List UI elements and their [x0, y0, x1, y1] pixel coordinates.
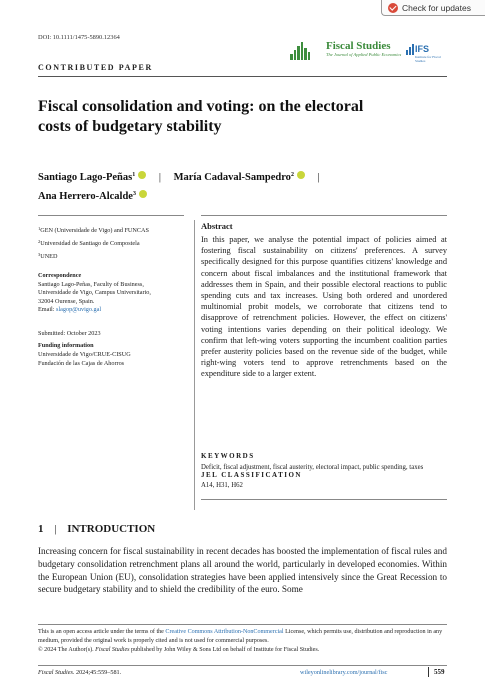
introduction-text: Increasing concern for fiscal sustainability in recent decades has boosted the implementation of fiscal rules and budgetary consolidation retrenchment plans all around the world, particularly in developed economies. Within the European Union (EU), consolidation strategies have been applied intensively since the Great Recession to secure budgetary stability and to shield the credibility of the euro. Some: [38, 546, 447, 595]
affiliation: $^1$GEN (Universidade de Vigo) and FUNCAS: [38, 226, 149, 234]
jel-classification-heading: JEL CLASSIFICATION: [201, 471, 302, 479]
correspondence-heading: Correspondence: [38, 272, 82, 279]
footer-separator: [428, 667, 429, 677]
license-notice: This is an open access article under the terms of the Creative Commons Attribution-NonCommercial License, which permits use, distribution and reproduction in any medium, provided the original work is properly cited and is not used for commercial purposes. © 2024 The Author(s). Fiscal Studies published by John Wiley & Sons Ltd on behalf of Institute for Fiscal Studies.: [38, 629, 443, 653]
orcid-icon[interactable]: [138, 171, 146, 179]
journal-logo: [290, 40, 450, 64]
journal-name: Fiscal Studies: [326, 40, 391, 52]
affiliation: $^3$UNED: [38, 252, 58, 260]
author-separator: |: [317, 172, 320, 183]
jel-codes: A14, H31, H62: [201, 482, 243, 489]
divider: [38, 665, 447, 666]
title-line-1: Fiscal consolidation and voting: on the electoral: [38, 98, 364, 115]
section-heading: [38, 523, 155, 535]
keywords-text: Deficit, fiscal adjustment, fiscal austerity, electoral impact, public spending, taxes: [201, 464, 424, 471]
publisher-abbrev: IFS: [415, 44, 430, 54]
section-title: INTRODUCTION: [67, 523, 156, 535]
section-separator: |: [54, 523, 57, 535]
keywords-heading: KEYWORDS: [201, 452, 255, 460]
submitted-date: Submitted: October 2023: [38, 330, 101, 337]
email-link[interactable]: slagop@uvigo.gal: [56, 306, 102, 313]
footer-citation: Fiscal Studies. 2024;45:559–581.: [38, 669, 122, 676]
author-name[interactable]: María Cadaval-Sampedro: [173, 172, 291, 183]
author-name[interactable]: Ana Herrero-Alcalde: [38, 191, 133, 202]
funding-information: Funding information Universidade de Vigo/CRUE-CISUG Fundación de las Cajas de Ahorros: [38, 342, 131, 367]
license-link[interactable]: Creative Commons Attribution-NonCommercial: [165, 629, 284, 635]
article-title: [38, 97, 458, 136]
check-for-updates-button[interactable]: [381, 0, 485, 16]
correspondence: Correspondence Santiago Lago-Peñas, Faculty of Business, Universidade de Vigo, Campus Universitario, 32004 Ourense, Spain. Email: slagop@uvigo.gal: [38, 272, 151, 313]
funding-heading: Funding information: [38, 342, 94, 349]
journal-tagline: The Journal of Applied Public Economics: [326, 52, 402, 57]
abstract-heading: Abstract: [201, 221, 233, 231]
check-icon: [388, 3, 398, 13]
affiliation: $^2$Universidad de Santiago de Compostela: [38, 239, 140, 247]
author-affiliation-marker: 3: [132, 191, 136, 197]
section-number: 1: [38, 523, 44, 535]
footer-url-link[interactable]: wileyonlinelibrary.com/journal/fisc: [300, 669, 388, 676]
divider: [201, 215, 447, 216]
fiscal-studies-logo-icon: [290, 42, 310, 60]
divider: [38, 624, 447, 625]
title-line-2: costs of budgetary stability: [38, 117, 222, 135]
ifs-logo-icon: [406, 43, 414, 55]
doi[interactable]: DOI: 10.1111/1475-5890.12364: [38, 34, 120, 41]
orcid-icon[interactable]: [297, 171, 305, 179]
check-for-updates-label: Check for updates: [402, 2, 471, 13]
orcid-icon[interactable]: [139, 190, 147, 198]
footer-journal: Fiscal Studies: [38, 669, 73, 676]
divider: [38, 215, 184, 216]
author-affiliation-marker: 1: [132, 172, 136, 178]
divider: [38, 76, 447, 77]
column-divider: [194, 220, 195, 510]
article-type: CONTRIBUTED PAPER: [38, 63, 153, 72]
abstract-text: In this paper, we analyse the potential impact of policies aimed at fostering fiscal sustainability on citizens' preferences. A survey specifically designed for this purpose quantifies citizens' knowledge and concern about fiscal imbalances and the institutional framework that addresses them in Spain, and their possible electoral reactions to public spending cuts and tax increases. Using both ordered and unordered multinomial probit models, we corroborate that citizens tend to disapprove of retrenchment policies. However, the effect on citizens' voting intentions varies depending on their political ideology. We confirm that left-wing voters supporting the incumbent coalition parties prefer austerity policies based on the revenue side of the budget, while right-wing voters tend to approve retrenchments based on the expenditure side to a larger extent.: [201, 235, 447, 379]
page-number: 559: [434, 668, 445, 676]
author-name[interactable]: Santiago Lago-Peñas: [38, 172, 133, 183]
publisher-tagline: Institute for Fiscal Studies: [415, 55, 441, 63]
author-list: [38, 167, 458, 205]
divider: [201, 499, 447, 500]
author-separator: |: [158, 172, 161, 183]
author-affiliation-marker: 2: [290, 172, 294, 178]
